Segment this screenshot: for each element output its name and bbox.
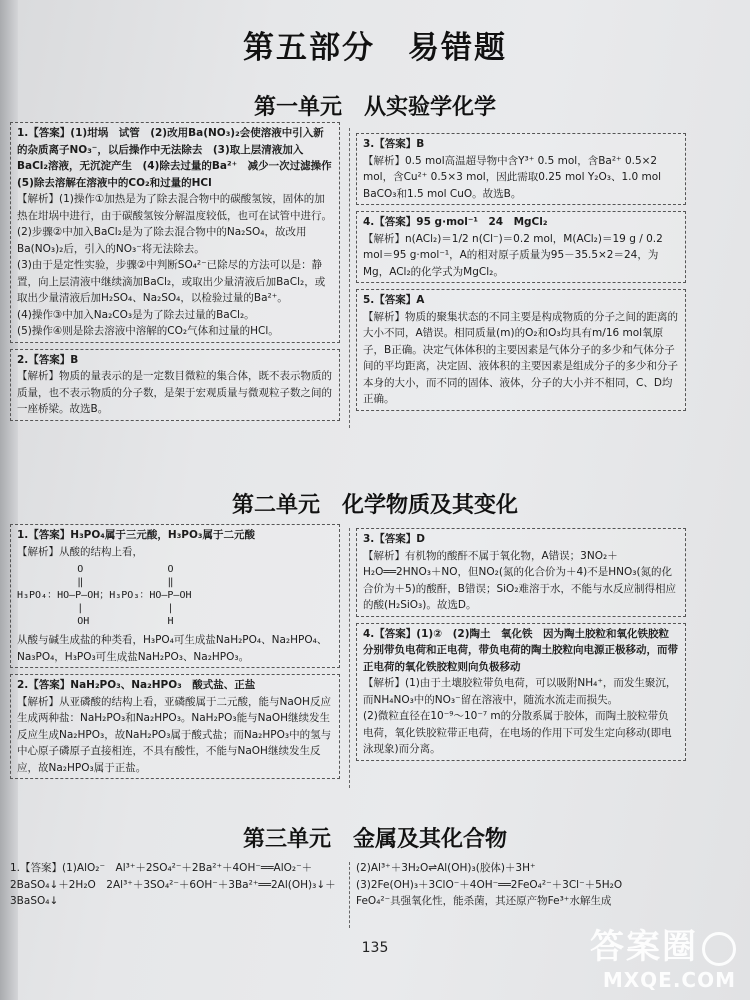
unit-2-right-column xyxy=(356,528,686,767)
unit-2-question-3 xyxy=(356,528,686,617)
analysis-text: 【解析】从亚磷酸的结构上看，亚磷酸属于二元酸，能与NaOH反应生成两种盐：NaH₂PO₃和Na₂HPO₃。NaH₂PO₃能与NaOH继续发生反应生成Na₂HPO₃，故NaH₂PO₃属于酸式盐；而Na₂HPO₃中的氢与中心原子磷原子直接相连，不具有酸性，不能与NaOH继续发生反应，故Na₂HPO₃属于正盐。 xyxy=(17,695,332,774)
analysis-text: 【解析】从酸的结构上看， xyxy=(17,545,143,558)
analysis-text: 【解析】(1)由于土壤胶粒带负电荷，可以吸附NH₄⁺，而发生聚沉，而NH₄NO₃中的NO₃⁻留在溶液中，随流水流走而损失。 xyxy=(363,677,677,706)
analysis-text: (3)由于是定性实验，步骤②中判断SO₄²⁻已除尽的方法可以是：静置，向上层清液中继续滴加BaCl₂，或取出少量清液后加BaCl₂，或取出少量清液后加H₂SO₄、Na₂SO₄，以检验过量的Ba²⁺。 xyxy=(17,259,326,304)
unit-3-left-column xyxy=(10,860,340,910)
analysis-text: 【解析】0.5 mol高温超导物中含Y³⁺ 0.5 mol，含Ba²⁺ 0.5×2 mol，含Cu²⁺ 0.5×3 mol，因此需取0.25 mol Y₂O₃、1.0 mol BaCO₃和1.5 mol CuO。故选B。 xyxy=(363,154,662,200)
analysis-text: 从酸与碱生成盐的种类看，H₃PO₄可生成盐NaH₂PO₄、Na₂HPO₄、Na₃PO₄，H₃PO₃可生成盐NaH₂PO₃、Na₂HPO₃。 xyxy=(17,634,328,663)
unit-2-question-2 xyxy=(10,674,340,779)
analysis-text: 【解析】(1)操作①加热是为了除去混合物中的碳酸氢铵，固体的加热在坩埚中进行，由于碳酸氢铵分解温度较低，也可在试管中进行。 xyxy=(17,193,332,222)
answer-text: 3.【答案】B xyxy=(363,138,425,150)
answer-text: 2.【答案】NaH₂PO₃、Na₂HPO₃ 酸式盐、正盐 xyxy=(17,679,256,691)
analysis-text: (2)微粒直径在10⁻⁹～10⁻⁷ m的分散系属于胶体，而陶土胶粒带负电荷，氧化铁胶粒带正电荷，在电场的作用下可发生定向移动(即电泳现象)而分离。 xyxy=(363,710,672,755)
column-divider xyxy=(349,862,350,928)
unit-3-answer-part-3-cont: FeO₄²⁻具强氧化性，能杀菌，其还原产物Fe³⁺水解生成 xyxy=(356,895,612,907)
unit-2-title: 第二单元 化学物质及其变化 xyxy=(231,492,518,518)
unit-1-question-3 xyxy=(356,133,686,205)
unit-2-left-column xyxy=(10,524,340,785)
answer-text: 4.【答案】95 g·mol⁻¹ 24 MgCl₂ xyxy=(363,216,548,228)
answer-text: 4.【答案】(1)② (2)陶土 氧化铁 因为陶土胶粒和氧化铁胶粒分别带负电荷和正电荷，带负电荷的陶土胶粒向电源正极移动，而带正电荷的氧化铁胶粒则向负极移动 xyxy=(363,627,678,673)
analysis-text: (2)步骤②中加入BaCl₂是为了除去混合物中的Na₂SO₄，故改用Ba(NO₃)₂后，引入的NO₃⁻将无法除去。 xyxy=(17,226,307,255)
unit-3-title: 第三单元 金属及其化合物 xyxy=(242,826,507,852)
page-number: 135 xyxy=(361,940,389,956)
analysis-text: (4)操作③中加入Na₂CO₃是为了除去过量的BaCl₂。 xyxy=(17,308,255,321)
unit-1-left-column xyxy=(10,122,343,427)
watermark-url: MXQE.COM xyxy=(602,968,736,992)
acid-structure-formula: O O ‖ ‖ H₃PO₄：HO—P—OH；H₃PO₃：HO—P—OH | | OH H xyxy=(17,564,192,627)
unit-1-question-1 xyxy=(10,122,343,343)
unit-3-answer-1: 1.【答案】(1)AlO₂⁻ Al³⁺＋2SO₄²⁻＋2Ba²⁺＋4OH⁻══AlO₂⁻＋2BaSO₄↓＋2H₂O 2Al³⁺＋3SO₄²⁻＋6OH⁻＋3Ba²⁺══2Al(OH)₃↓＋3BaSO₄↓ xyxy=(10,862,336,907)
answer-text: 2.【答案】B xyxy=(17,353,79,366)
answer-text: 1.【答案】(1)坩埚 试管 (2)改用Ba(NO₃)₂会使溶液中引入新的杂质离子NO₃⁻，以后操作中无法除去 (3)取上层清液加入BaCl₂溶液，无沉淀产生 (4)除去过量的Ba²⁺ 减少一次过滤操作 (5)除去溶解在溶液中的CO₂和过量的HCl xyxy=(17,127,343,189)
watermark-title: 答案圈 xyxy=(590,927,698,967)
column-divider xyxy=(349,128,350,428)
part-title: 第五部分 易错题 xyxy=(243,30,507,66)
analysis-text: 【解析】物质的聚集状态的不同主要是构成物质的分子之间的距离的大小不同，A错误。相同质量(m)的O₂和O₃均具有m/16 mol氧原子，B正确。决定气体体积的主要因素是气体分子的多少和气体分子间的平均距离，决定固、液体积的主要因素是组成分子的多少和分子本身的大小，而不同的固体、液体，分子的大小并不相同，C、D均正确。 xyxy=(363,310,678,405)
analysis-text: 【解析】n(ACl₂)＝1/2 n(Cl⁻)＝0.2 mol，M(ACl₂)＝19 g / 0.2 mol＝95 g·mol⁻¹，A的相对原子质量为95－35.5×2＝24，为Mg，ACl₂的化学式为MgCl₂。 xyxy=(363,232,663,278)
column-divider xyxy=(349,528,350,788)
answer-text: 1.【答案】H₃PO₄属于三元酸，H₃PO₃属于二元酸 xyxy=(17,529,256,541)
unit-3-answer-part-2: (2)Al³⁺＋3H₂O⇌Al(OH)₃(胶体)＋3H⁺ xyxy=(356,862,536,874)
analysis-text: (5)操作④则是除去溶液中溶解的CO₂气体和过量的HCl。 xyxy=(17,325,279,337)
unit-1-question-5 xyxy=(356,289,686,411)
unit-1-question-2 xyxy=(10,349,340,421)
analysis-text: 【解析】有机物的酸酐不属于氧化物，A错误；3NO₂＋H₂O══2HNO₃＋NO，但NO₂(氮的化合价为＋4)不是HNO₃(氮的化合价为＋5)的酸酐，B错误；SiO₂难溶于水，不能与水反应制得相应的酸(H₂SiO₃)。故选D。 xyxy=(363,549,677,611)
answer-text: 3.【答案】D xyxy=(363,533,426,545)
unit-1-right-column xyxy=(356,133,686,417)
unit-1-title: 第一单元 从实验学化学 xyxy=(253,94,496,120)
watermark-circle-icon xyxy=(702,932,736,966)
unit-2-question-4 xyxy=(356,623,686,761)
analysis-text: 【解析】物质的量表示的是一定数目微粒的集合体，既不表示物质的质量，也不表示物质的分子数，是架于宏观质量与微观粒子数之间的一座桥梁。故选B。 xyxy=(17,370,332,415)
unit-1-question-4 xyxy=(356,211,686,283)
answer-text: 5.【答案】A xyxy=(363,294,425,306)
watermark-logo xyxy=(590,919,736,992)
unit-3-answer-part-3: (3)2Fe(OH)₃＋3ClO⁻＋4OH⁻══2FeO₄²⁻＋3Cl⁻＋5H₂O xyxy=(356,878,623,891)
unit-2-question-1 xyxy=(10,524,340,668)
unit-3-right-column xyxy=(356,860,686,910)
